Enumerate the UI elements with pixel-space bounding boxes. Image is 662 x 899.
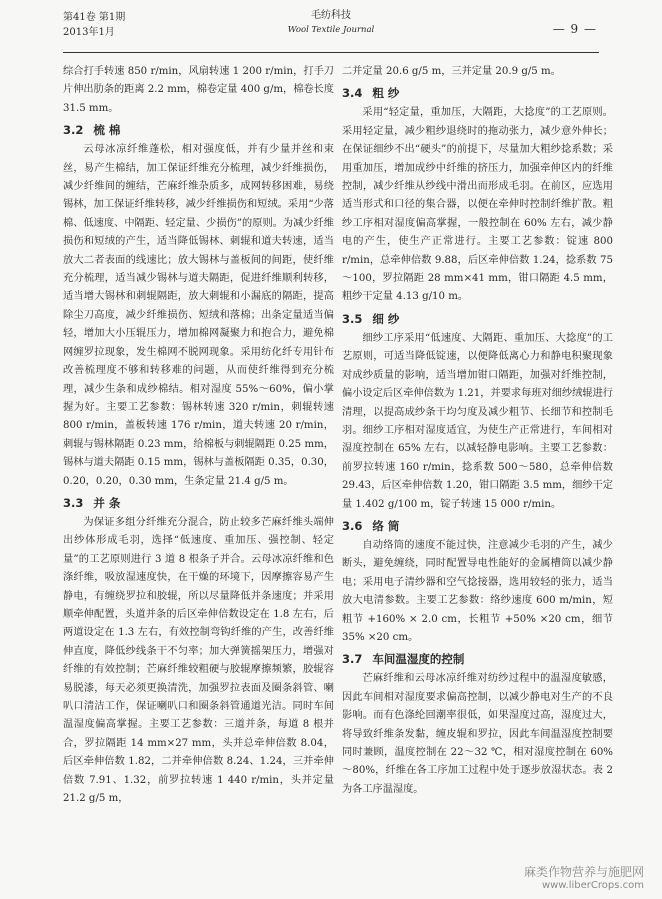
section-number: 3.2 xyxy=(63,123,84,138)
volume-issue: 第41卷 第1期 xyxy=(63,12,126,23)
section-number: 3.3 xyxy=(63,495,84,510)
section-heading-3-3 xyxy=(63,493,334,514)
section-title: 细 纱 xyxy=(372,311,400,326)
watermark-url: www.liberCrops.com xyxy=(541,880,644,891)
section-heading-3-7 xyxy=(342,649,613,670)
paragraph-carding: 云母冰凉纤维蓬松，相对强度低，并有少量并丝和束丝，易产生棉结，加工保证纤维充分梳理，减少纤维损伤，减少纤维间的缠结，芒麻纤维杂质多，成网转移困难，易绕锡林，加工保证纤维转移，减少纤维损伤和短绒。采用“少落棉、低速度、中隔距、轻定量、少损伤”的原则。为减少纤维损伤和短绒的产生，适当降低锡林、刺辊和道夫转速，适当放大二者表面的线速比；放大锡林与盖板间的间距，使纤维充分梳理，适当减少锡林与道夫隔距，促进纤维顺利转移，适当增大锡林和刺辊隔距，放大刺辊和小漏底的隔距，提高除尘刀高度，减少纤维损伤、短绒和落棉；出条定量适当偏轻，增加大小压辊压力，增加棉网凝聚力和抱合力，避免棉网缠罗拉现象，发生棉网不脱网现象。采用纺化纤专用针布改善梳理度不够和转移难的问题，从而使纤维得到充分梳理，减少生条和成纱棉结。相对湿度 55%～60%，偏小掌握为好。主要工艺参数：锡林转速 320 r/min，刺辊转速 800 r/min，盖板转速 176 r/min，道夫转速 20 r/min，刺辊与锡林隔距 0.23 mm，给棉板与刺辊隔距 0.25 mm，锡林与道夫隔距 0.15 mm，锡林与盖板隔距 0.35，0.30，0.20，0.20，0.30 mm，生条定量 21.4 g/5 m。 xyxy=(63,144,334,487)
page-header xyxy=(0,0,662,56)
journal-title xyxy=(231,9,431,37)
section-title: 并 条 xyxy=(93,495,121,510)
left-column xyxy=(63,63,334,808)
right-column xyxy=(342,63,613,799)
section-number: 3.4 xyxy=(342,86,363,101)
section-title: 粗 纱 xyxy=(372,86,400,101)
watermark-text: 麻类作物营养与施肥网 xyxy=(523,865,644,879)
section-title: 梳 棉 xyxy=(93,123,121,138)
issue-date: 2013年1月 xyxy=(63,27,115,38)
section-heading-3-2 xyxy=(63,120,334,141)
section-heading-3-5 xyxy=(342,309,613,330)
paragraph-winding: 自动络筒的速度不能过快，注意减少毛羽的产生，减少断头，避免缠绕，同时配置导电性能好的金属槽筒以减少静电；采用电子清纱器和空气捻接器，选用较轻的张力，适当放大电清参数。主要工艺参数：络纱速度 600 m/min，短粗节 +160% × 2.0 cm，长粗节 +50% ×20 cm，细节 35% ×20 cm。 xyxy=(342,539,613,643)
section-number: 3.6 xyxy=(342,518,363,533)
issue-info xyxy=(63,10,125,40)
paragraph-opening-carding: 综合打手转速 850 r/min，风扇转速 1 200 r/min，打手刀片伸出肋条的距离 2.2 mm，棉卷定量 400 g/m，棉卷长度 31.5 mm。 xyxy=(63,66,334,114)
section-title: 车间温湿度的控制 xyxy=(372,652,465,667)
page-number: — 9 — xyxy=(552,22,597,36)
section-heading-3-4 xyxy=(342,83,613,104)
site-watermark xyxy=(524,863,644,891)
journal-title-cn: 毛纺科技 xyxy=(311,10,351,21)
paragraph-drawing-continued: 二并定量 20.6 g/5 m，三并定量 20.9 g/5 m。 xyxy=(342,66,561,77)
section-number: 3.5 xyxy=(342,311,363,326)
paragraph-temperature-humidity: 芒麻纤维和云母冰凉纤维对纺纱过程中的温湿度敏感，因此车间相对湿度要求偏高控制，以减少静电对生产的不良影响。而有色涤纶回潮率很低，如果湿度过高，湿度过大，将导致纤维条发黏，缠皮辊和罗拉，因此车间温湿度控制要同时兼顾，温度控制在 22～32 ℃，相对湿度控制在 60%～80%，纤维在各工序加工过程中处于逐步放湿状态。表 2 为各工序温湿度。 xyxy=(342,673,613,795)
journal-title-en: Wool Textile Journal xyxy=(287,25,375,35)
section-title: 络 筒 xyxy=(372,518,400,533)
header-rule xyxy=(63,52,599,53)
paragraph-drawing: 为保证多组分纤维充分混合，防止较多芒麻纤维头端伸出纱体形成毛羽，选择“低速度、重加压、强控制、轻定量”的工艺原则进行 3 道 8 根条子并合。云母冰凉纤维和色涤纤维，吸放湿速度快，在干燥的环境下，因摩擦容易产生静电，有缠绕罗拉和胶辊，所以尽量降低并条速度；并采用顺牵伸配置，头道并条的后区牵伸倍数设定在 1.8 左右，后两道设定在 1.3 左右，有效控制弯钩纤维的产生，改善纤维伸直度，降低纱线条干不匀率；加大弹簧摇架压力，增强对纤维的有效控制；芒麻纤维较粗硬与胶辊摩擦频繁，胶辊容易脱漆，每天必须更换清洗，加强罗拉表面及圈条斜管、喇叭口清洁工作，保证喇叭口和圈条斜管通道光洁。同时车间温湿度偏高掌握。主要工艺参数：三道并条，每道 8 根并合，罗拉隔距 14 mm×27 mm，头并总牵伸倍数 8.04，后区牵伸倍数 1.82，二并牵伸倍数 8.24、1.24，三并牵伸倍数 7.91、1.32，前罗拉转速 1 440 r/min，头并定量 21.2 g/5 m， xyxy=(63,516,334,805)
section-heading-3-6 xyxy=(342,516,613,537)
section-number: 3.7 xyxy=(342,652,363,667)
paragraph-spinning: 细纱工序采用“低速度、大隔距、重加压、大捻度”的工艺原则，可适当降低锭速，以便降低离心力和静电积聚现象对成纱质量的影响，适当增加钳口隔距，加强对纤维控制，偏小设定后区牵伸倍数为 1.21，并要求每班对细纱绒辊进行清理，以提高成纱条干均匀度及减少粗节、长细节和控制毛羽。细纱工序相对湿度适宜，为使生产正常进行，车间相对湿度控制在 65% 左右，以减轻静电影响。主要工艺参数：前罗拉转速 160 r/min，捻系数 500～580，总牵伸倍数 29.43，后区牵伸倍数 1.20，钳口隔距 3.5 mm，细纱干定量 1.402 g/100 m，锭子转速 15 000 r/min。 xyxy=(342,332,613,510)
paragraph-roving: 采用“轻定量，重加压，大隔距，大捻度”的工艺原则。采用轻定量，减少粗纱退绕时的拖动张力，减少意外伸长；在保证细纱不出“硬头”的前提下，尽量加大粗纱捻系数；采用重加压，增加成纱中纤维的挤压力，加强牵伸区内的纤维控制，减少纤维从纱线中滑出而形成毛羽。在前区，应选用适当形式和口径的集合器，以便在牵伸时控制纤维扩散。粗纱工序相对湿度偏高掌握，一般控制在 60% 左右，减少静电的产生，使生产正常进行。主要工艺参数：锭速 800 r/min，总牵伸倍数 9.88，后区牵伸倍数 1.24，捻系数 75～100，罗拉隔距 28 mm×41 mm，钳口隔距 4.5 mm，粗纱干定量 4.13 g/10 m。 xyxy=(342,107,613,303)
